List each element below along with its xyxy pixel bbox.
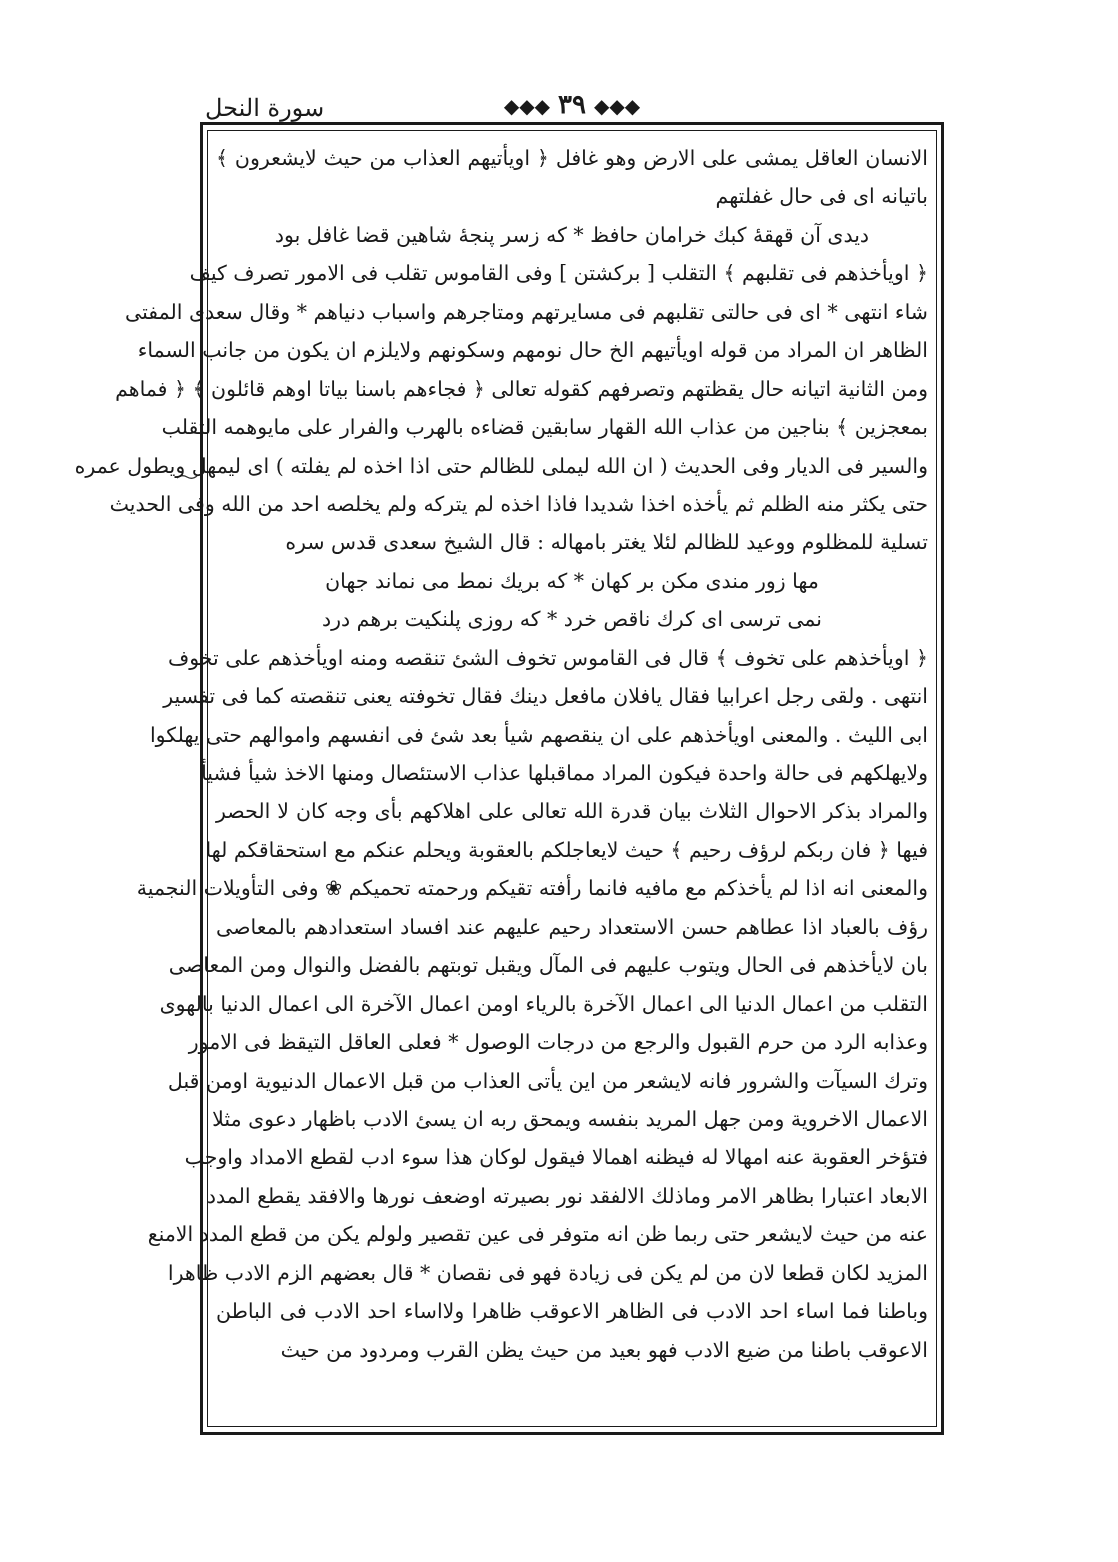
- text-line: وباطنا فما اساء احد الادب فى الظاهر الاعوقب ظاهرا ولااساء احد الادب فى الباطن: [216, 1299, 928, 1324]
- text-line: الاعمال الاخروية ومن جهل المريد بنفسه ويمحق ربه ان يسئ الادب باظهار دعوى مثلا: [212, 1106, 928, 1131]
- text-line: والسير فى الديار وفى الحديث ( ان الله ليملى للظالم حتى اذا اخذه لم يفلته ) اى ليمهل ويطول عمره: [74, 453, 928, 478]
- text-line: وعذابه الرد من حرم القبول والرجع من درجات الوصول * فعلى العاقل التيقظ فى الامور: [188, 1030, 928, 1055]
- text-line: ولايهلكهم فى حالة واحدة فيكون المراد مماقبلها عذاب الاستئصال ومنها الاخذ شيأ فشيأ: [201, 761, 928, 785]
- text-line: شاء انتهى * اى فى حالتى تقلبهم فى مسايرتهم ومتاجرهم واسباب دنياهم * وقال سعدى المفتى: [125, 299, 928, 324]
- text-line: تسلية للمظلوم ووعيد للظالم لئلا يغتر بامهاله : قال الشيخ سعدى قدس سره: [285, 530, 928, 555]
- body-text: [74, 139, 928, 1369]
- text-line: الابعاد اعتبارا بظاهر الامر وماذلك الالفقد نور بصيرته اوضعف نورها والافقد يقطع المدد: [206, 1183, 928, 1208]
- text-line: فتؤخر العقوبة عنه امهالا له فيظنه اهمالا فيقول لوكان هذا سوء ادب لقطع الامداد واوجب: [184, 1145, 928, 1170]
- verse-block: [216, 216, 928, 254]
- text-line: وترك السيآت والشرور فانه لايشعر من اين يأتى العذاب من قبل الاعمال الدنيوية اومن قبل: [167, 1068, 928, 1093]
- page-number-block: [205, 90, 939, 120]
- verse-block: [216, 562, 928, 639]
- text-line: انتهى . ولقى رجل اعرابيا فقال يافلان مافعل دينك فقال تخوفته يعنى تنقصته كما فى تفسير: [163, 684, 928, 709]
- sura-title: سورة النحل: [205, 94, 325, 122]
- text-line: الاعوقب باطنا من ضيع الادب فهو بعيد من حيث يظن القرب ومردود من حيث: [280, 1337, 928, 1362]
- ornament-left-icon: ◆◆◆: [503, 94, 551, 118]
- text-line: ﴿ اويأخذهم فى تقلبهم ﴾ التقلب [ بركشتن ] وفى القاموس تقلب فى الامور تصرف كيف: [189, 261, 928, 286]
- text-line: بان لايأخذهم فى الحال ويتوب عليهم فى المآل ويقبل توبتهم بالفضل والنوال ومن المعاصى: [168, 953, 928, 978]
- text-line: بمعجزين ﴾ بناجين من عذاب الله القهار سابقين قضاءه بالهرب والفرار على مايوهمه التقلب: [161, 415, 928, 440]
- text-line: ﴿ اويأخذهم على تخوف ﴾ قال فى القاموس تخوف الشئ تنقصه ومنه اويأخذهم على تخوف: [167, 645, 928, 670]
- page-number: ٣٩: [558, 90, 586, 120]
- text-line: التقلب من اعمال الدنيا الى اعمال الآخرة بالرياء اومن اعمال الآخرة الى اعمال الدنيا بالهوى: [159, 991, 928, 1016]
- text-line: المزيد لكان قطعا لان من لم يكن فى زيادة فهو فى نقصان * قال بعضهم الزم الادب ظاهرا: [167, 1260, 928, 1285]
- text-line: ومن الثانية اتيانه حال يقظتهم وتصرفهم كقوله تعالى ﴿ فجاءهم باسنا بياتا اوهم قائلون ﴾ ﴿ فماهم: [115, 376, 928, 401]
- verse-line: ديدى آن قهقهٔ كبك خرامان حافظ * كه زسر پنجهٔ شاهين قضا غافل بود: [274, 222, 870, 247]
- ornament-right-icon: ◆◆◆: [593, 94, 641, 118]
- text-line: رؤف بالعباد اذا عطاهم حسن الاستعداد رحيم عليهم عند افساد استعدادهم بالمعاصى: [216, 914, 928, 939]
- text-line: عنه من حيث لايشعر حتى ربما ظن انه متوفر فى عين تقصير ولولم يكن من قطع المدد الامنع: [147, 1222, 928, 1247]
- paragraph: [136, 639, 928, 1369]
- verse-line: نمى ترسى اى كرك ناقص خرد * كه روزى پلنكيت برهم درد: [322, 607, 822, 632]
- text-line: حتى يكثر منه الظلم ثم يأخذه اخذا شديدا فاذا اخذه لم يتركه ولم يخلصه احد من الله وفى الحديث: [109, 491, 928, 516]
- verse-line: مها زور مندى مكن بر كهان * كه بريك نمط مى نماند جهان: [325, 568, 819, 593]
- paragraph: [74, 254, 928, 562]
- text-line: فيها ﴿ فان ربكم لرؤف رحيم ﴾ حيث لايعاجلكم بالعقوبة ويحلم عنكم مع استحقاقكم لها: [205, 837, 928, 862]
- text-line: الظاهر ان المراد من قوله اويأتيهم الخ حال نومهم وسكونهم ولايلزم ان يكون من جانب السماء: [137, 338, 928, 363]
- text-line: والمراد بذكر الاحوال الثلاث بيان قدرة الله تعالى على اهلاكهم بأى وجه كان لا الحصر: [216, 799, 928, 824]
- text-line: باتيانه اى فى حال غفلتهم: [715, 184, 928, 209]
- text-line: الانسان العاقل يمشى على الارض وهو غافل ﴿ اويأتيهم العذاب من حيث لايشعرون ﴾: [216, 146, 928, 170]
- text-line: ابى الليث . والمعنى اويأخذهم على ان ينقصهم شيأ بعد شئ فى انفسهم واموالهم حتى يهلكوا: [149, 722, 928, 747]
- text-line: والمعنى انه اذا لم يأخذكم مع مافيه فانما رأفته تقيكم ورحمته تحميكم ❀ وفى التأويلات النجمية: [136, 876, 928, 901]
- paragraph: [216, 139, 928, 216]
